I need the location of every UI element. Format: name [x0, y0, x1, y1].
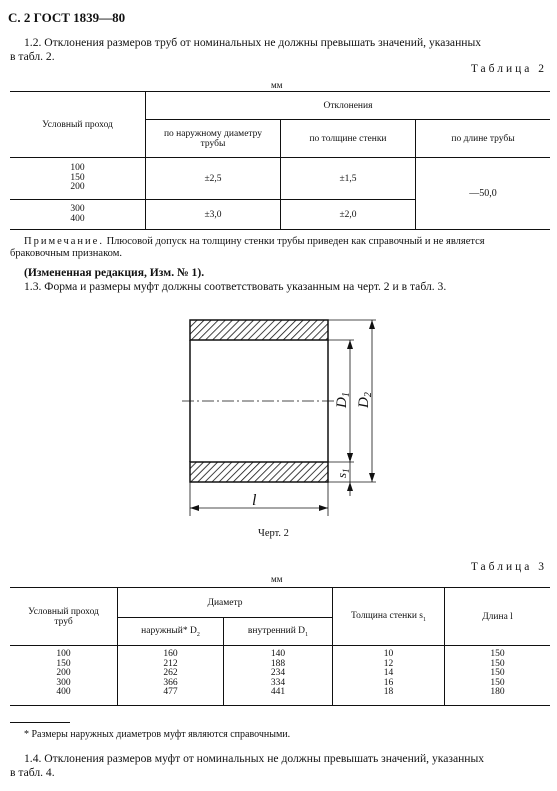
table-cell-pass [10, 200, 146, 230]
table-3 [10, 587, 550, 706]
table-2-units: мм [271, 80, 283, 90]
cell-value: 200 [56, 668, 71, 678]
table-cell-length [445, 646, 551, 706]
table-3-caption: Таблица 3 [470, 561, 547, 573]
table-2-subheader-outer [146, 120, 281, 158]
table-3-header-pass [10, 588, 118, 646]
cell-value: 150 [490, 668, 505, 678]
header-sub: 1 [422, 616, 426, 623]
cell-value: 200 [70, 182, 85, 193]
paragraph-line: в табл. 2. [10, 50, 55, 63]
label-d1: $D_1$ [334, 392, 352, 408]
cell-value: 334 [270, 677, 286, 688]
header-sub: 1 [305, 631, 309, 638]
cell-value: 150 [56, 658, 71, 669]
cell-value: 10 [383, 649, 394, 659]
cell-value: 150 [70, 172, 85, 183]
table-cell-inner [224, 646, 333, 706]
footnote-divider [10, 722, 70, 723]
cell-value: 14 [383, 668, 394, 678]
table-3-header-length: Длина l [445, 588, 551, 646]
table-cell-wall: ±2,0 [281, 200, 416, 230]
table-3-header-inner [224, 618, 333, 646]
header-line: Условный проход [28, 606, 99, 617]
table-cell-pass [10, 158, 146, 200]
bottom-wall-section [190, 462, 328, 482]
cell-value: 150 [490, 658, 505, 669]
table-3-header-wall [333, 588, 445, 646]
cell-value: 100 [70, 163, 85, 174]
cell-value: 234 [270, 668, 286, 678]
table-3-header-outer [118, 618, 224, 646]
cell-value: 400 [70, 213, 85, 224]
table-row [10, 646, 550, 706]
footnote: * Размеры наружных диаметров муфт являются справочными. [24, 729, 291, 740]
drawing-caption: Черт. 2 [258, 528, 289, 539]
paragraph-1-4: 1.4. Отклонения размеров муфт от номинальных не должны превышать значений, указанных [24, 752, 485, 765]
header-text: Толщина стенки s [351, 610, 423, 621]
table-cell-outer: ±2,5 [146, 158, 281, 200]
page-header: С. 2 ГОСТ 1839—80 [8, 10, 126, 25]
table-cell-outer: ±3,0 [146, 200, 281, 230]
cell-value: 400 [56, 687, 71, 697]
note-text: Плюсовой допуск на толщину стенки трубы приведен как справочный и не является [103, 236, 485, 247]
cell-value: 300 [56, 677, 71, 688]
table-2-header-pass: Условный проход [10, 92, 146, 158]
table-2 [10, 91, 550, 230]
paragraph-1-3: 1.3. Форма и размеры муфт должны соответствовать указанным на черт. 2 и в табл. 3. [24, 280, 447, 293]
header-text: внутренний D [247, 625, 306, 636]
top-wall-section [190, 320, 328, 340]
table-row [10, 158, 550, 200]
table-3-header-diameter: Диаметр [118, 588, 333, 618]
table-2-subheader-wall: по толщине стенки [281, 120, 416, 158]
table-cell-wall [333, 646, 445, 706]
note-label: Примечание. [24, 236, 104, 247]
table-2-caption: Таблица 2 [470, 63, 547, 75]
cell-value: 188 [270, 658, 286, 669]
table-3-units: мм [271, 574, 283, 584]
cell-value: 441 [270, 687, 286, 697]
table-note [24, 236, 554, 248]
table-2-subheader-length: по длине трубы [416, 120, 551, 158]
cell-value: 366 [163, 677, 178, 688]
table-2-header-group: Отклонения [146, 92, 551, 120]
coupling-drawing [150, 310, 400, 520]
cell-value: 300 [70, 204, 85, 214]
paragraph-1-2 [24, 36, 554, 50]
header-sub: 2 [196, 631, 200, 638]
header-line: по наружному диаметру [163, 128, 263, 139]
header-line: трубы [200, 138, 226, 149]
cell-value: 150 [490, 677, 505, 688]
table-cell-wall: ±1,5 [281, 158, 416, 200]
table-cell-length: —50,0 [416, 158, 551, 230]
cell-value: 16 [383, 677, 394, 688]
header-text: наружный* D [141, 625, 197, 636]
note-text: браковочным признаком. [10, 248, 122, 259]
table-cell-pass [10, 646, 118, 706]
cell-value: 262 [163, 668, 178, 678]
label-d2: $D_2$ [356, 392, 374, 408]
revision-note: (Измененная редакция, Изм. № 1). [24, 266, 205, 279]
cell-value: 160 [163, 649, 178, 659]
cell-value: 140 [270, 649, 286, 659]
cell-value: 180 [490, 687, 505, 697]
cell-value: 100 [56, 649, 71, 659]
paragraph-line: 1.2. Отклонения размеров труб от номинальных не должны превышать значений, указанных [24, 36, 482, 49]
table-cell-outer [118, 646, 224, 706]
label-s1: $s_1$ [334, 468, 351, 478]
cell-value: 212 [163, 658, 178, 669]
cell-value: 18 [383, 687, 394, 697]
header-line: труб [54, 616, 73, 627]
label-l: l [252, 492, 257, 509]
paragraph-line: в табл. 4. [10, 766, 55, 779]
cell-value: 477 [163, 687, 178, 697]
cell-value: 150 [490, 649, 505, 659]
cell-value: 12 [383, 658, 394, 669]
